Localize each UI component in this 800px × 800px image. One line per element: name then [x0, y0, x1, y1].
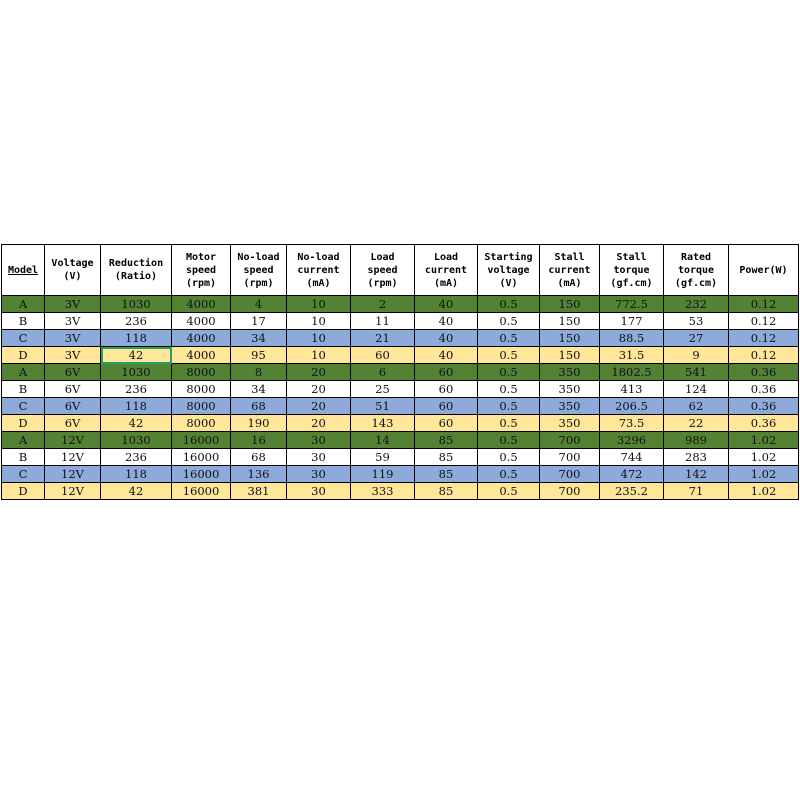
stall-torque-cell[interactable]: 3296: [600, 432, 664, 449]
selected-cell[interactable]: 42: [101, 347, 172, 364]
header-load-speed[interactable]: [351, 245, 415, 296]
motor-spec-table: [1, 244, 799, 500]
model-cell[interactable]: D: [2, 347, 45, 364]
header-line: (V): [63, 271, 82, 282]
voltage-cell[interactable]: 3V: [45, 296, 101, 313]
header-line: No-load: [297, 251, 340, 263]
stall-torque-cell[interactable]: 73.5: [600, 415, 664, 432]
model-cell[interactable]: A: [2, 296, 45, 313]
power-cell[interactable]: 0.12: [729, 296, 799, 313]
power-cell[interactable]: 0.36: [729, 398, 799, 415]
table-row: [2, 483, 799, 500]
motor-speed-cell[interactable]: 4000: [172, 296, 231, 313]
no-load-speed-cell[interactable]: 381: [231, 483, 287, 500]
header-line: Rated: [680, 251, 712, 263]
rated-torque-cell[interactable]: 124: [664, 381, 729, 398]
header-power[interactable]: [729, 245, 799, 296]
load-current-cell[interactable]: 40: [415, 313, 478, 330]
starting-voltage-cell[interactable]: 0.5: [478, 296, 540, 313]
header-no-load-current[interactable]: [287, 245, 351, 296]
rated-torque-cell[interactable]: 71: [664, 483, 729, 500]
no-load-current-cell[interactable]: 20: [287, 398, 351, 415]
reduction-cell[interactable]: 118: [101, 398, 172, 415]
starting-voltage-cell[interactable]: 0.5: [478, 398, 540, 415]
load-current-cell[interactable]: 60: [415, 415, 478, 432]
table-row: [2, 313, 799, 330]
model-cell[interactable]: C: [2, 466, 45, 483]
stall-current-cell[interactable]: 350: [540, 381, 600, 398]
stall-current-cell[interactable]: 150: [540, 296, 600, 313]
rated-torque-cell[interactable]: 989: [664, 432, 729, 449]
header-reduction[interactable]: [101, 245, 172, 296]
model-cell[interactable]: D: [2, 415, 45, 432]
model-cell[interactable]: C: [2, 398, 45, 415]
no-load-speed-cell[interactable]: 34: [231, 330, 287, 347]
load-speed-cell[interactable]: 21: [351, 330, 415, 347]
table-row: [2, 466, 799, 483]
power-cell[interactable]: 0.12: [729, 313, 799, 330]
header-line: (mA): [433, 277, 459, 289]
rated-torque-cell[interactable]: 541: [664, 364, 729, 381]
rated-torque-cell[interactable]: 62: [664, 398, 729, 415]
header-line: current: [297, 264, 340, 276]
load-current-cell[interactable]: 85: [415, 432, 478, 449]
rated-torque-cell[interactable]: 53: [664, 313, 729, 330]
header-line: Motor: [185, 251, 217, 263]
table-row: [2, 381, 799, 398]
header-line: (Ratio): [114, 271, 158, 282]
header-stall-torque[interactable]: [600, 245, 664, 296]
power-cell[interactable]: 0.36: [729, 381, 799, 398]
load-current-cell[interactable]: 85: [415, 483, 478, 500]
header-line: Model: [7, 264, 39, 276]
starting-voltage-cell[interactable]: 0.5: [478, 415, 540, 432]
no-load-speed-cell[interactable]: 34: [231, 381, 287, 398]
motor-speed-cell[interactable]: 16000: [172, 466, 231, 483]
table-row: [2, 432, 799, 449]
starting-voltage-cell[interactable]: 0.5: [478, 483, 540, 500]
table-row: [2, 415, 799, 432]
stall-torque-cell[interactable]: 177: [600, 313, 664, 330]
voltage-cell[interactable]: 3V: [45, 347, 101, 364]
stall-current-cell[interactable]: 350: [540, 415, 600, 432]
no-load-speed-cell[interactable]: 16: [231, 432, 287, 449]
motor-speed-cell[interactable]: 16000: [172, 483, 231, 500]
starting-voltage-cell[interactable]: 0.5: [478, 347, 540, 364]
voltage-cell[interactable]: 6V: [45, 415, 101, 432]
header-no-load-speed[interactable]: [231, 245, 287, 296]
table-row: [2, 296, 799, 313]
reduction-cell[interactable]: 1030: [101, 432, 172, 449]
no-load-current-cell[interactable]: 10: [287, 330, 351, 347]
table-row: [2, 347, 799, 364]
load-speed-cell[interactable]: 2: [351, 296, 415, 313]
no-load-current-cell[interactable]: 30: [287, 432, 351, 449]
no-load-speed-cell[interactable]: 68: [231, 398, 287, 415]
table-row: [2, 449, 799, 466]
no-load-speed-cell[interactable]: 17: [231, 313, 287, 330]
starting-voltage-cell[interactable]: 0.5: [478, 330, 540, 347]
stall-current-cell[interactable]: 700: [540, 466, 600, 483]
header-line: torque: [613, 264, 650, 276]
model-cell[interactable]: D: [2, 483, 45, 500]
motor-speed-cell[interactable]: 8000: [172, 415, 231, 432]
header-line: (rpm): [185, 277, 217, 289]
reduction-cell[interactable]: 42: [101, 415, 172, 432]
header-line: (gf.cm): [674, 277, 718, 289]
header-line: speed: [243, 264, 274, 276]
header-motor-speed[interactable]: [172, 245, 231, 296]
model-cell[interactable]: B: [2, 313, 45, 330]
header-load-current[interactable]: [415, 245, 478, 296]
no-load-current-cell[interactable]: 30: [287, 449, 351, 466]
power-cell[interactable]: 1.02: [729, 483, 799, 500]
header-line: Starting: [484, 251, 533, 263]
motor-speed-cell[interactable]: 16000: [172, 449, 231, 466]
reduction-cell[interactable]: 236: [101, 381, 172, 398]
starting-voltage-cell[interactable]: 0.5: [478, 381, 540, 398]
load-current-cell[interactable]: 85: [415, 449, 478, 466]
header-line: (rpm): [243, 277, 274, 289]
no-load-speed-cell[interactable]: 136: [231, 466, 287, 483]
load-speed-cell[interactable]: 119: [351, 466, 415, 483]
load-speed-cell[interactable]: 25: [351, 381, 415, 398]
header-line: Stall: [616, 251, 647, 263]
header-model[interactable]: [2, 245, 45, 296]
no-load-current-cell[interactable]: 30: [287, 466, 351, 483]
power-cell[interactable]: 0.36: [729, 364, 799, 381]
stall-current-cell[interactable]: 350: [540, 398, 600, 415]
no-load-current-cell[interactable]: 20: [287, 415, 351, 432]
load-speed-cell[interactable]: 143: [351, 415, 415, 432]
table-row: [2, 330, 799, 347]
stall-current-cell[interactable]: 350: [540, 364, 600, 381]
rated-torque-cell[interactable]: 9: [664, 347, 729, 364]
header-line: torque: [677, 264, 715, 276]
no-load-speed-cell[interactable]: 95: [231, 347, 287, 364]
reduction-cell[interactable]: 236: [101, 449, 172, 466]
rated-torque-cell[interactable]: 22: [664, 415, 729, 432]
load-current-cell[interactable]: 40: [415, 330, 478, 347]
header-line: (mA): [306, 277, 331, 289]
header-line: Stall: [554, 251, 585, 263]
header-line: (mA): [557, 277, 582, 289]
no-load-current-cell[interactable]: 20: [287, 381, 351, 398]
motor-speed-cell[interactable]: 8000: [172, 364, 231, 381]
motor-speed-cell[interactable]: 8000: [172, 398, 231, 415]
header-line: (V): [499, 277, 518, 289]
no-load-current-cell[interactable]: 30: [287, 483, 351, 500]
stall-torque-cell[interactable]: 413: [600, 381, 664, 398]
header-line: Power(W): [739, 264, 788, 276]
stall-torque-cell[interactable]: 472: [600, 466, 664, 483]
stall-torque-cell[interactable]: 31.5: [600, 347, 664, 364]
header-line: current: [424, 264, 468, 276]
power-cell[interactable]: 0.36: [729, 415, 799, 432]
header-line: Voltage: [51, 258, 94, 269]
rated-torque-cell[interactable]: 232: [664, 296, 729, 313]
motor-speed-cell[interactable]: 16000: [172, 432, 231, 449]
header-line: Reduction: [108, 258, 164, 269]
load-current-cell[interactable]: 60: [415, 398, 478, 415]
header-rated-torque[interactable]: [664, 245, 729, 296]
voltage-cell[interactable]: 12V: [45, 483, 101, 500]
model-cell[interactable]: C: [2, 330, 45, 347]
voltage-cell[interactable]: 12V: [45, 432, 101, 449]
header-starting-voltage[interactable]: [478, 245, 540, 296]
stall-torque-cell[interactable]: 772.5: [600, 296, 664, 313]
stall-torque-cell[interactable]: 744: [600, 449, 664, 466]
header-line: (rpm): [367, 277, 398, 289]
table-row: [2, 364, 799, 381]
voltage-cell[interactable]: 6V: [45, 364, 101, 381]
stall-torque-cell[interactable]: 235.2: [600, 483, 664, 500]
load-speed-cell[interactable]: 6: [351, 364, 415, 381]
header-line: speed: [367, 264, 398, 276]
load-current-cell[interactable]: 60: [415, 381, 478, 398]
model-cell[interactable]: A: [2, 432, 45, 449]
no-load-current-cell[interactable]: 10: [287, 347, 351, 364]
stall-current-cell[interactable]: 150: [540, 330, 600, 347]
stall-torque-cell[interactable]: 1802.5: [600, 364, 664, 381]
load-current-cell[interactable]: 40: [415, 296, 478, 313]
starting-voltage-cell[interactable]: 0.5: [478, 449, 540, 466]
voltage-cell[interactable]: 3V: [45, 330, 101, 347]
model-cell[interactable]: B: [2, 449, 45, 466]
motor-speed-cell[interactable]: 4000: [172, 347, 231, 364]
stall-current-cell[interactable]: 700: [540, 483, 600, 500]
voltage-cell[interactable]: 6V: [45, 398, 101, 415]
stall-current-cell[interactable]: 150: [540, 347, 600, 364]
starting-voltage-cell[interactable]: 0.5: [478, 432, 540, 449]
header-line: (gf.cm): [610, 277, 653, 289]
stall-current-cell[interactable]: 150: [540, 313, 600, 330]
no-load-speed-cell[interactable]: 4: [231, 296, 287, 313]
power-cell[interactable]: 0.12: [729, 330, 799, 347]
load-speed-cell[interactable]: 14: [351, 432, 415, 449]
stall-torque-cell[interactable]: 206.5: [600, 398, 664, 415]
model-cell[interactable]: B: [2, 381, 45, 398]
spec-table-wrapper: [1, 244, 798, 500]
stall-current-cell[interactable]: 700: [540, 432, 600, 449]
power-cell[interactable]: 1.02: [729, 449, 799, 466]
load-speed-cell[interactable]: 60: [351, 347, 415, 364]
no-load-speed-cell[interactable]: 190: [231, 415, 287, 432]
reduction-cell[interactable]: 236: [101, 313, 172, 330]
reduction-cell[interactable]: 118: [101, 330, 172, 347]
power-cell[interactable]: 0.12: [729, 347, 799, 364]
table-body: [2, 296, 799, 500]
header-voltage[interactable]: [45, 245, 101, 296]
power-cell[interactable]: 1.02: [729, 432, 799, 449]
power-cell[interactable]: 1.02: [729, 466, 799, 483]
rated-torque-cell[interactable]: 142: [664, 466, 729, 483]
reduction-cell[interactable]: 1030: [101, 296, 172, 313]
header-stall-current[interactable]: [540, 245, 600, 296]
load-current-cell[interactable]: 60: [415, 364, 478, 381]
load-speed-cell[interactable]: 11: [351, 313, 415, 330]
motor-speed-cell[interactable]: 8000: [172, 381, 231, 398]
load-speed-cell[interactable]: 51: [351, 398, 415, 415]
header-row: [2, 245, 799, 296]
header-line: Load: [370, 251, 395, 263]
reduction-cell[interactable]: 42: [101, 483, 172, 500]
header-line: voltage: [487, 264, 530, 276]
motor-speed-cell[interactable]: 4000: [172, 313, 231, 330]
header-line: current: [548, 264, 591, 276]
voltage-cell[interactable]: 12V: [45, 449, 101, 466]
starting-voltage-cell[interactable]: 0.5: [478, 364, 540, 381]
stall-current-cell[interactable]: 700: [540, 449, 600, 466]
header-line: speed: [185, 264, 217, 276]
no-load-current-cell[interactable]: 10: [287, 313, 351, 330]
table-row: [2, 398, 799, 415]
no-load-speed-cell[interactable]: 8: [231, 364, 287, 381]
stall-torque-cell[interactable]: 88.5: [600, 330, 664, 347]
voltage-cell[interactable]: 3V: [45, 313, 101, 330]
header-line: No-load: [237, 251, 280, 263]
rated-torque-cell[interactable]: 283: [664, 449, 729, 466]
reduction-cell[interactable]: 1030: [101, 364, 172, 381]
voltage-cell[interactable]: 12V: [45, 466, 101, 483]
starting-voltage-cell[interactable]: 0.5: [478, 313, 540, 330]
load-speed-cell[interactable]: 333: [351, 483, 415, 500]
no-load-speed-cell[interactable]: 68: [231, 449, 287, 466]
no-load-current-cell[interactable]: 10: [287, 296, 351, 313]
load-current-cell[interactable]: 85: [415, 466, 478, 483]
load-current-cell[interactable]: 40: [415, 347, 478, 364]
header-line: Load: [433, 251, 459, 263]
load-speed-cell[interactable]: 59: [351, 449, 415, 466]
rated-torque-cell[interactable]: 27: [664, 330, 729, 347]
model-cell[interactable]: A: [2, 364, 45, 381]
voltage-cell[interactable]: 6V: [45, 381, 101, 398]
starting-voltage-cell[interactable]: 0.5: [478, 466, 540, 483]
reduction-cell[interactable]: 118: [101, 466, 172, 483]
no-load-current-cell[interactable]: 20: [287, 364, 351, 381]
motor-speed-cell[interactable]: 4000: [172, 330, 231, 347]
